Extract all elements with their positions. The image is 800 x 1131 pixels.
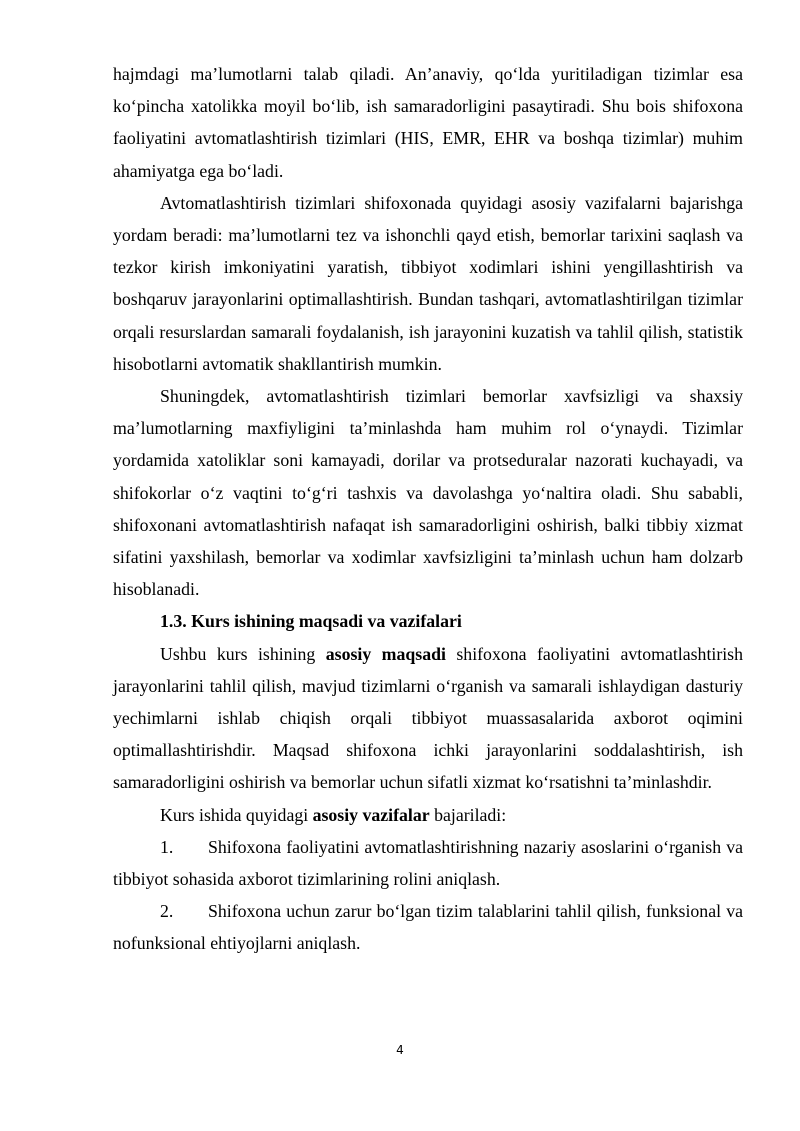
list-item-number: 2. <box>160 901 174 922</box>
paragraph-automation-tasks: Avtomatlashtirish tizimlari shifoxonada quyidagi asosiy vazifalarni bajarishga yordam beradi: ma’lumotlarni tez va ishonchli qayd etish, bemorlar tarixini saqlash va tezkor kirish imkoniyatini yaratish, tibbiyot xodimlari ishini yengillashtirish va boshqaruv jarayonlarini optimallashtirish. Bundan tashqari, avtomatlashtirilgan tizimlar orqali resurslardan samarali foydalanish, ish jarayonini kuzatish va tahlil qilish, statistik hisobotlarni avtomatik shakllantirish mumkin. <box>113 192 743 374</box>
tasks-intro-before: Kurs ishida quyidagi <box>160 804 313 825</box>
paragraph-continuation: hajmdagi ma’lumotlarni talab qiladi. An’anaviy, qo‘lda yuritiladigan tizimlar esa ko‘pincha xatolikka moyil bo‘lib, ish samaradorligini pasaytiradi. Shu bois shifoxona faoliyatini avtomatlashtirish tizimlari (HIS, EMR, EHR va boshqa tizimlar) muhim ahamiyatga ega bo‘ladi. <box>113 64 743 181</box>
goal-text-after: shifoxona faoliyatini avtomatlashtirish jarayonlarini tahlil qilish, mavjud tizimlarni o‘rganish va samarali ishlaydigan dasturiy yechimlarni ishlab chiqish orqali tibbiyot muassasalarida axborot oqimini optimallashtirishdir. Maqsad shifoxona ichki jarayonlarini soddalashtirish, ish samaradorligini oshirish va bemorlar uchun sifatli xizmat ko‘rsatishni ta’minlashdir. <box>113 643 743 793</box>
tasks-intro-after: bajariladi: <box>429 804 507 825</box>
list-item-number: 1. <box>160 836 174 857</box>
tasks-bold-term: asosiy vazifalar <box>312 804 430 825</box>
section-heading: 1.3. Kurs ishining maqsadi va vazifalari <box>160 611 462 632</box>
page-number: 4 <box>396 1043 404 1057</box>
list-item-text: Shifoxona faoliyatini avtomatlashtirishning nazariy asoslarini o‘rganish va tibbiyot sohasida axborot tizimlarining rolini aniqlash. <box>113 836 743 890</box>
list-item-text: Shifoxona uchun zarur bo‘lgan tizim talablarini tahlil qilish, funksional va nofunksional ehtiyojlarni aniqlash. <box>113 901 743 954</box>
page-body <box>113 58 743 960</box>
goal-text-before: Ushbu kurs ishining <box>160 643 326 664</box>
goal-bold-term: asosiy maqsadi <box>325 643 446 664</box>
list-item <box>113 831 743 895</box>
paragraph-safety: Shuningdek, avtomatlashtirish tizimlari bemorlar xavfsizligi va shaxsiy ma’lumotlarning maxfiyligini ta’minlashda ham muhim rol o‘ynaydi. Tizimlar yordamida xatoliklar soni kamayadi, dorilar va protseduralar nazorati kuchayadi, va shifokorlar o‘z vaqtini to‘g‘ri tashxis va davolashga yo‘naltira oladi. Shu sababli, shifoxonani avtomatlashtirish nafaqat ish samaradorligini oshirish, balki tibbiy xizmat sifatini yaxshilash, bemorlar va xodimlar xavfsizligini ta’minlash uchun ham dolzarb hisoblanadi. <box>113 386 743 600</box>
paragraph-tasks-intro <box>113 799 743 831</box>
list-item <box>113 895 743 959</box>
paragraph-goal <box>113 638 743 799</box>
